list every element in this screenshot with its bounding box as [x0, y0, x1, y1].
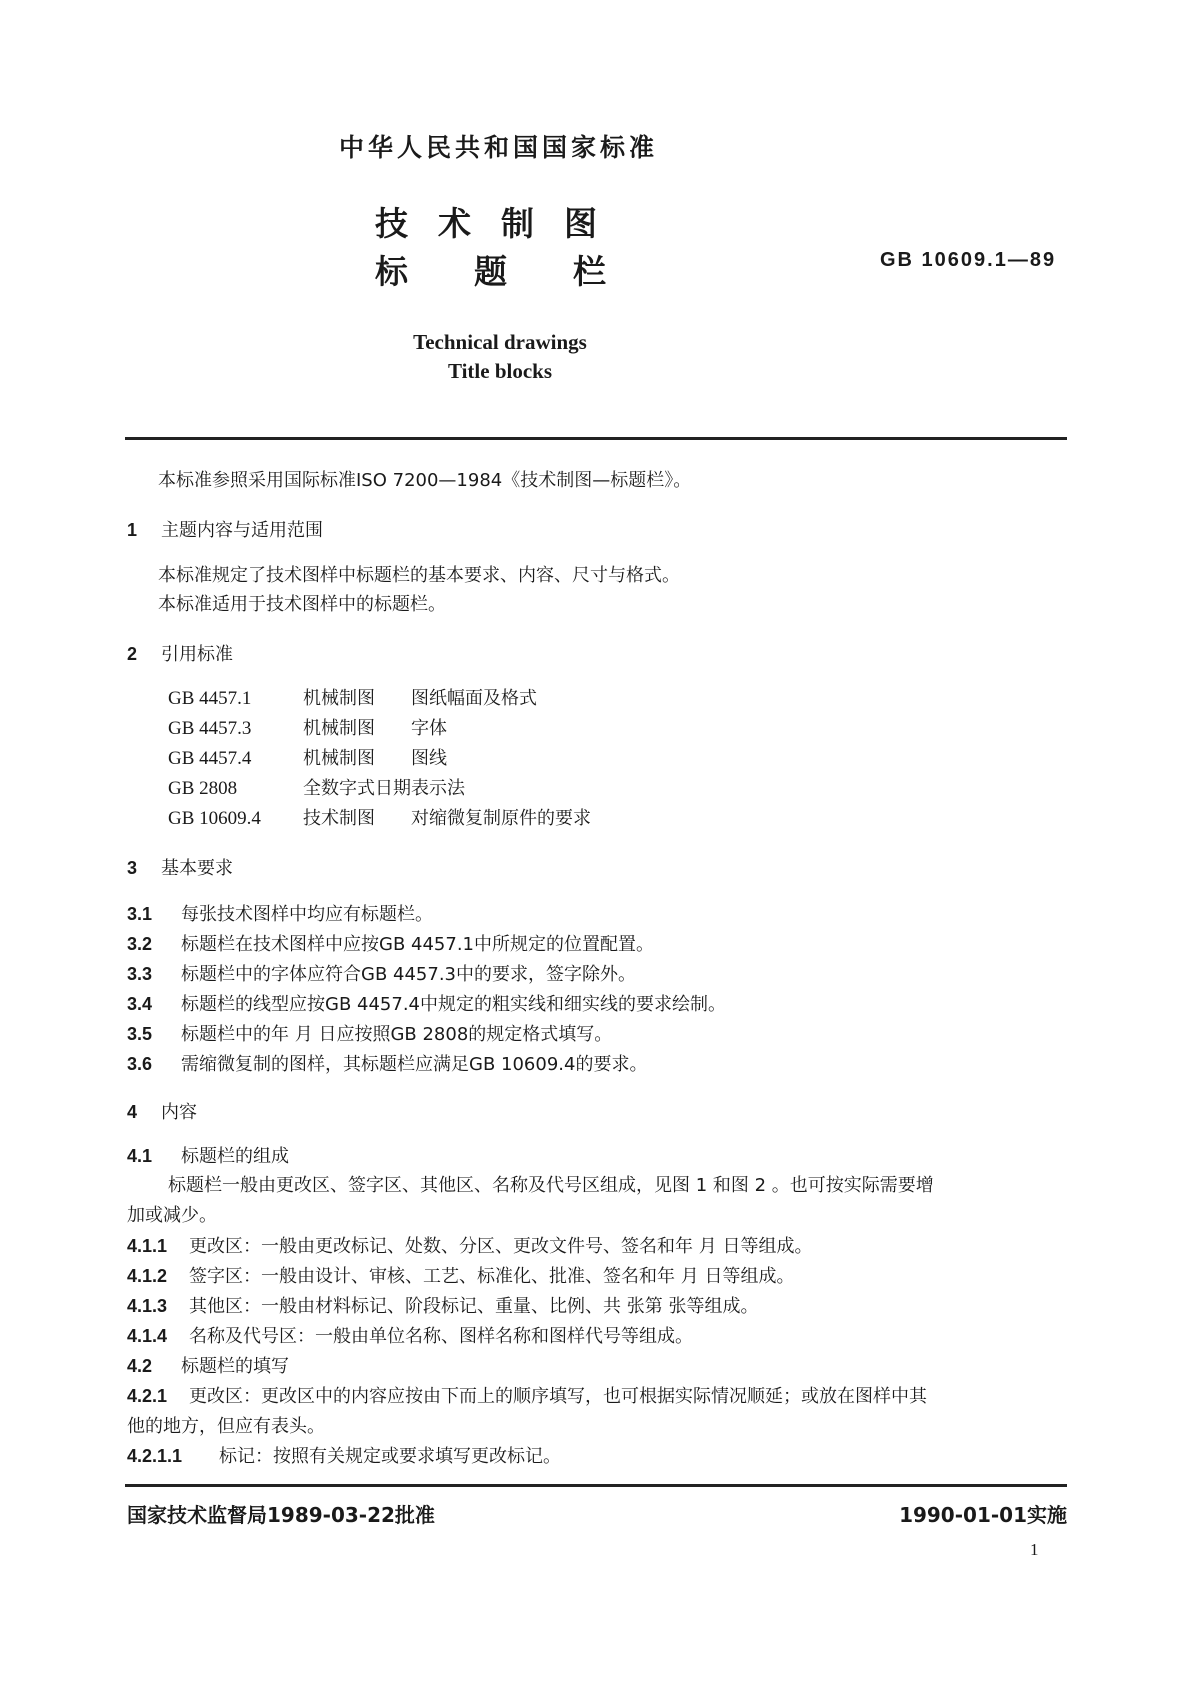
reference-row [168, 744, 447, 770]
clause-3-5: 3.5 标题栏中的年 月 日应按照GB 2808的规定格式填写。 [127, 1024, 613, 1045]
reference-code: GB 2808 [168, 778, 238, 799]
title-char: 标 [375, 252, 408, 291]
title-cn-line1 [375, 198, 597, 245]
reference-subtitle: 图纸幅面及格式 [411, 688, 537, 709]
section-1-heading [127, 516, 323, 542]
reference-title: 技术制图 [303, 808, 375, 829]
national-standard-heading: 中华人民共和国国家标准 [338, 133, 658, 162]
reference-subtitle: 对缩微复制原件的要求 [411, 808, 591, 829]
section-title: 基本要求 [161, 858, 233, 879]
section-title: 主题内容与适用范围 [161, 520, 323, 541]
title-char: 栏 [573, 252, 606, 291]
clause-4-1-4: 4.1.4 名称及代号区：一般由单位名称、图样名称和图样代号等组成。 [127, 1326, 693, 1347]
clause-4-1-1: 4.1.1 更改区：一般由更改标记、处数、分区、更改文件号、签名和年 月 日等组成。 [127, 1236, 813, 1257]
clause-4-1-paragraph-line2: 加或减少。 [127, 1205, 217, 1226]
section-1-paragraph-2: 本标准适用于技术图样中的标题栏。 [158, 594, 446, 615]
standard-number: GB 10609.1—89 [880, 249, 1057, 271]
clause-4-2-1-1: 4.2.1.1 标记：按照有关规定或要求填写更改标记。 [127, 1446, 561, 1467]
section-2-heading [127, 640, 233, 666]
section-title: 引用标准 [161, 644, 233, 665]
footer-divider [125, 1484, 1067, 1487]
reference-title: 机械制图 [303, 718, 375, 739]
reference-code: GB 4457.3 [168, 718, 252, 739]
reference-row [168, 774, 465, 800]
title-char: 技 [375, 204, 408, 243]
clause-4-1-3: 4.1.3 其他区：一般由材料标记、阶段标记、重量、比例、共 张第 张等组成。 [127, 1296, 759, 1317]
reference-row [168, 804, 591, 830]
title-char: 图 [564, 204, 597, 243]
reference-title: 全数字式日期表示法 [303, 778, 465, 799]
page-number: 1 [1030, 1540, 1039, 1559]
clause-4-2-1-line2: 他的地方，但应有表头。 [127, 1416, 325, 1437]
section-title: 内容 [161, 1102, 197, 1123]
clause-3-2: 3.2 标题栏在技术图样中应按GB 4457.1中所规定的位置配置。 [127, 934, 654, 955]
reference-title: 机械制图 [303, 688, 375, 709]
title-char: 题 [474, 252, 507, 291]
title-char: 制 [501, 204, 534, 243]
intro-paragraph: 本标准参照采用国际标准ISO 7200—1984《技术制图—标题栏》。 [158, 470, 692, 491]
reference-code: GB 4457.4 [168, 748, 252, 769]
reference-row [168, 714, 447, 740]
clause-3-4: 3.4 标题栏的线型应按GB 4457.4中规定的粗实线和细实线的要求绘制。 [127, 994, 726, 1015]
section-1-paragraph-1: 本标准规定了技术图样中标题栏的基本要求、内容、尺寸与格式。 [158, 565, 680, 586]
reference-code: GB 10609.4 [168, 808, 261, 829]
clause-3-3: 3.3 标题栏中的字体应符合GB 4457.3中的要求，签字除外。 [127, 964, 636, 985]
title-cn-line2 [375, 246, 606, 293]
title-en-line2: Title blocks [447, 359, 553, 383]
clause-3-6: 3.6 需缩微复制的图样，其标题栏应满足GB 10609.4的要求。 [127, 1054, 648, 1075]
clause-4-2-1-line1: 4.2.1 更改区：更改区中的内容应按由下而上的顺序填写，也可根据实际情况顺延；或放在图样中其 [127, 1386, 927, 1407]
title-en-line1: Technical drawings [413, 330, 587, 354]
reference-title: 机械制图 [303, 748, 375, 769]
clause-4-1-heading: 4.1 标题栏的组成 [127, 1146, 289, 1167]
section-number: 3 [127, 858, 138, 878]
section-number: 2 [127, 644, 138, 664]
clause-4-2-heading: 4.2 标题栏的填写 [127, 1356, 289, 1377]
clause-4-1-2: 4.1.2 签字区：一般由设计、审核、工艺、标准化、批准、签名和年 月 日等组成。 [127, 1266, 795, 1287]
section-3-heading [127, 854, 233, 880]
effective-date: 1990-01-01实施 [899, 1503, 1067, 1527]
section-number: 1 [127, 520, 138, 540]
approval-date: 国家技术监督局1989-03-22批准 [127, 1503, 435, 1527]
clause-4-1-paragraph-line1: 标题栏一般由更改区、签字区、其他区、名称及代号区组成，见图 1 和图 2 。也可按实际需要增 [168, 1175, 934, 1196]
section-4-heading [127, 1098, 197, 1124]
title-char: 术 [438, 204, 471, 243]
reference-row [168, 684, 537, 710]
clause-3-1: 3.1 每张技术图样中均应有标题栏。 [127, 904, 433, 925]
reference-subtitle: 图线 [411, 748, 447, 769]
reference-subtitle: 字体 [411, 718, 447, 739]
section-number: 4 [127, 1102, 138, 1122]
reference-code: GB 4457.1 [168, 688, 252, 709]
header-divider [125, 437, 1067, 440]
